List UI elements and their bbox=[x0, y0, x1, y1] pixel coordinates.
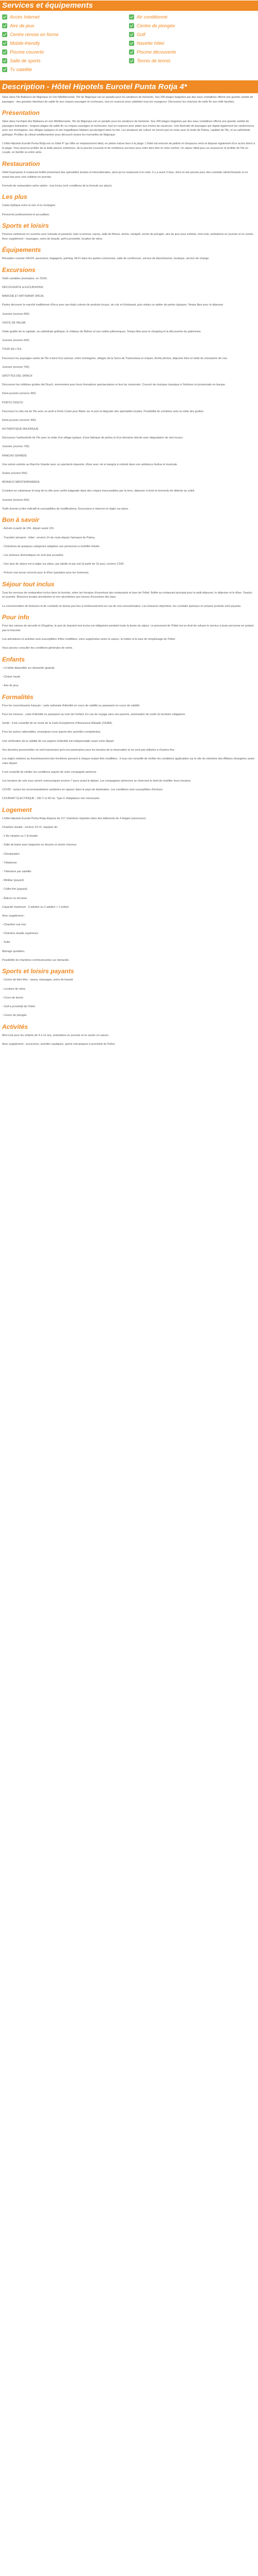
description-paragraph: - Transfert aéroport - hôtel : environ 1h de route depuis l'aéroport de Palma. bbox=[2, 536, 95, 539]
description-paragraph: Tarifs variables (exemples, en 2024) : bbox=[2, 277, 49, 280]
service-item bbox=[129, 13, 256, 21]
description-paragraph: Chambre double : environ 23 m², équipée de : bbox=[2, 826, 59, 829]
description-paragraph: - Chambre vue mer bbox=[2, 923, 26, 927]
description-paragraph: - Chaise haute. bbox=[2, 675, 21, 679]
description-paragraph: PORTO CRISTO bbox=[2, 401, 23, 404]
description-paragraph: Journée (environ 60€) bbox=[2, 339, 29, 343]
check-icon bbox=[129, 23, 134, 28]
section-title: Présentation bbox=[2, 109, 40, 117]
description-paragraph: Visite guidée de la capitale, sa cathédrale gothique, le château de Bellver et ses ruelles pittoresques. Temps libre pour le shopping et la découverte du patrimoine. bbox=[2, 330, 202, 333]
description-paragraph: Capacité maximum : 3 adultes ou 2 adultes + 1 enfant bbox=[2, 905, 69, 909]
description-paragraph: Cadre idyllique entre la mer et la montagne. bbox=[2, 204, 56, 208]
service-label: Mobile-friendly bbox=[10, 40, 40, 46]
description-paragraph: Réception ouverte 24h/24, ascenseur, bagagerie, parking, Wi-Fi dans les parties communes, salle de conférence, service de blanchisserie, boutique, service de change. bbox=[2, 257, 209, 261]
description-paragraph: VISITE DE PALMA bbox=[2, 321, 26, 325]
description-paragraph: - Suite bbox=[2, 941, 10, 944]
description-paragraph: Pour les mineurs : carte d'identité ou passeport au nom de l'enfant. En cas de voyage sans ses parents, autorisation de sortie du territoire obligatoire. bbox=[2, 713, 186, 716]
description-paragraph: Soirée (environ 55€) bbox=[2, 472, 27, 475]
service-label: Centre remise en forme bbox=[10, 31, 59, 37]
description-paragraph: Mini-club pour les enfants de 4 à 12 ans, animations en journée et en soirée en saison. bbox=[2, 1033, 109, 1037]
description-paragraph: Piscines extérieure et couverte avec transats et parasols, bain à remous, sauna, salle de fitness, tennis, minigolf, centre de plongée, aire de jeux pour enfants, mini-club, animations en journée et en soirée. Avec supplément : massages, soins de beauté, golf à proximité, location de vélos. bbox=[2, 233, 254, 241]
service-item bbox=[2, 13, 129, 21]
description-paragraph: - Centre de bien-être : sauna, massages, soins de beauté bbox=[2, 978, 73, 982]
section-title: Les plus bbox=[2, 193, 27, 201]
section-title: Excursions bbox=[2, 266, 36, 274]
description-paragraph: - Les animaux domestiques ne sont pas acceptés. bbox=[2, 553, 64, 557]
description-paragraph: Santé : il est conseillé de se munir de la Carte Européenne d'Assurance Maladie (CEAM). bbox=[2, 722, 113, 725]
description-paragraph: Partez découvrir le marché traditionnel d'Inca avec ses étals colorés de produits locaux, de cuir et d'artisanat, puis visitez un atelier de perles typiques. Temps libre pour le déjeuner. bbox=[2, 303, 224, 307]
section-title: Logement bbox=[2, 806, 32, 814]
description-paragraph: - Arrivée à partir de 15h, départ avant 12h. bbox=[2, 527, 55, 531]
section-title: Équipements bbox=[2, 246, 41, 254]
description-paragraph: TOUR DE L'ÎLE bbox=[2, 348, 22, 351]
description-paragraph: - Prévoir une tenue correcte pour le dîner (pantalon pour les hommes). bbox=[2, 571, 89, 575]
description-paragraph: Découvrez les célèbres grottes del Drach, renommées pour leurs formations spectaculaires et leur lac souterrain. Concert de musique classique à l'intérieur et promenade en barque. bbox=[2, 383, 226, 387]
section-title: Restauration bbox=[2, 160, 40, 167]
section-title: Séjour tout inclus bbox=[2, 580, 55, 588]
description-paragraph: - Centre de plongée bbox=[2, 1014, 27, 1018]
check-icon bbox=[2, 14, 7, 20]
description-paragraph: Avec supplément : bbox=[2, 914, 25, 918]
description-paragraph: RANCHO GRANDE bbox=[2, 454, 27, 457]
service-item bbox=[129, 39, 256, 47]
description-paragraph: Situé dans l'île Baléares de Majorque en mer Méditerranée, l'île de Majorque est un paradis pour les amateurs de farniente. Ses 300 plages baignées par des eaux cristallines offrent une grande variété de paysages : des grandes étendues de sable fin aux criques sauvages et rocheuses, tout en nuances pour satisfaire tous les voyageurs. Découvrez les charmes de cette île aux mille facettes. bbox=[2, 96, 253, 104]
description-title: Description - Hôtel Hipotels Eurotel Punta Rotja 4* bbox=[0, 80, 258, 93]
description-paragraph: MARCHÉ ET ARTISANAT (INCA) bbox=[2, 295, 44, 298]
check-icon bbox=[2, 49, 7, 55]
description-paragraph: - Location de vélos bbox=[2, 987, 26, 991]
check-icon bbox=[2, 32, 7, 37]
services-list bbox=[0, 11, 258, 75]
description-paragraph: - Minibar (payant) bbox=[2, 879, 24, 883]
description-paragraph: Journée (environ 65€) bbox=[2, 498, 29, 502]
service-item bbox=[2, 65, 129, 73]
check-icon bbox=[129, 49, 134, 55]
section-title: Sports et loisirs payants bbox=[2, 968, 74, 975]
description-content bbox=[0, 93, 258, 1047]
description-paragraph: Hôtel Eupropose 4 restaurant buffet présentant des spécialités locales et internationales, ainsi qu'un restaurant à la carte. Il y a aussi 3 bars, dont un bar-piscine pour des cocktails rafraîchissants et un snack-bar pour une collation en journée. bbox=[2, 171, 248, 179]
service-label: Piscine couverte bbox=[10, 49, 44, 55]
description-paragraph: - Une taxe de séjour est à régler sur place, par adulte et par nuit (à partir de 16 ans), environ 2,50€. bbox=[2, 563, 125, 566]
description-paragraph: Ménage quotidien. bbox=[2, 950, 25, 953]
description-paragraph: - Lit bébé disponible sur demande (gratuit). bbox=[2, 666, 55, 670]
description-paragraph: Parcourez les paysages variés de l'île à bord d'un autocar, entre montagnes, villages de la Serra de Tramuntana et criques. Arrêts photos, déjeuner libre et visite du monastère de Lluc. bbox=[2, 357, 228, 360]
service-label: Salle de sports bbox=[10, 58, 41, 63]
description-paragraph: Découvrez l'authenticité de l'île avec la visite d'un village typique, d'une fabrique de perles et d'un domaine viticole avec dégustation de vins locaux. bbox=[2, 436, 184, 440]
description-paragraph: Possibilité de chambres communicantes sur demande. bbox=[2, 958, 70, 962]
description-paragraph: L'hôtel Hipotels Eurotel Punta Rotja dispose de 217 chambres réparties dans des bâtiments de 4 étages (ascenseur). bbox=[2, 817, 147, 820]
description-paragraph: Il est conseillé de vérifier les conditions auprès de votre compagnie aérienne. bbox=[2, 770, 97, 774]
section-title: Formalités bbox=[2, 693, 34, 701]
section-title: Pour info bbox=[2, 614, 29, 621]
service-item bbox=[129, 22, 256, 29]
check-icon bbox=[129, 32, 134, 37]
description-paragraph: Vos données personnelles ne sont transmises qu'à nos partenaires pour les besoins de la réservation et ne sont pas utilisées à d'autres fins. bbox=[2, 748, 175, 752]
section-title: Activités bbox=[2, 1023, 28, 1030]
description-paragraph: Vous pouvez consulter les conditions générales de vente. bbox=[2, 647, 73, 650]
description-paragraph: Journée (environ 80€) bbox=[2, 312, 29, 316]
description-paragraph: - Cours de tennis bbox=[2, 996, 24, 999]
description-paragraph: - Téléphone bbox=[2, 861, 17, 865]
description-paragraph: AUTHENTIQUE MAJORQUE bbox=[2, 428, 39, 431]
description-paragraph: Les règles relatives au franchissement des frontières peuvent à chaque instant être modifiées ; il vous est conseillé de vérifier les conditions applicables sur le site du ministère des Affaires étrangères avant votre départ. bbox=[2, 757, 254, 765]
service-item bbox=[129, 57, 256, 64]
description-paragraph: - Salle de bains avec baignoire ou douche et sèche-cheveux bbox=[2, 843, 77, 847]
description-paragraph: Demi-journée (environ 45€) bbox=[2, 392, 36, 396]
description-paragraph: - Coffre-fort (payant) bbox=[2, 888, 27, 891]
service-label: Accès Internet bbox=[10, 14, 40, 20]
description-paragraph: COVID : suivez les recommandations sanitaires en vigueur dans le pays de destination. Les conditions sont susceptibles d'évoluer. bbox=[2, 788, 164, 792]
description-paragraph: Pour les autres nationalités, renseignez-vous auprès des autorités compétentes. bbox=[2, 731, 101, 734]
service-label: Centre de plongée bbox=[137, 23, 175, 28]
service-item bbox=[2, 39, 129, 47]
check-icon bbox=[2, 41, 7, 46]
check-icon bbox=[2, 67, 7, 72]
description-paragraph: Formule de restauration selon option : tout inclus (voir conditions de la formule sur place). bbox=[2, 184, 112, 188]
section-title: Enfants bbox=[2, 655, 25, 663]
description-paragraph: Journée (environ 70€) bbox=[2, 445, 29, 449]
service-item bbox=[129, 30, 256, 38]
service-label: Tv satellite bbox=[10, 66, 33, 72]
description-paragraph: Avec supplément : excursions, activités nautiques, sports mécaniques à proximité de l'hôtel. bbox=[2, 1042, 116, 1046]
section-title: Bon à savoir bbox=[2, 516, 40, 524]
description-paragraph: Une vérification de la validité de vos papiers d'identité est indispensable avant votre départ. bbox=[2, 739, 115, 743]
section-title: Sports et loisirs bbox=[2, 222, 49, 230]
service-label: Navette hôtel bbox=[137, 40, 165, 46]
description-paragraph: Pour les ressortissants français : carte nationale d'identité en cours de validité ou passeport en cours de validité. bbox=[2, 704, 140, 707]
description-paragraph: Une soirée animée au Rancho Grande avec un spectacle équestre, dîner avec vin et sangria à volonté dans une ambiance festive et musicale. bbox=[2, 463, 178, 466]
service-label: Aire de jeux bbox=[10, 23, 35, 28]
check-icon bbox=[129, 14, 134, 20]
description-paragraph: - Chambres de quelques catégories adaptées aux personnes à mobilité réduite. bbox=[2, 545, 100, 548]
description-paragraph: Demi-journée (environ 40€) bbox=[2, 418, 36, 422]
description-paragraph: GROTTES DEL DRACH bbox=[2, 374, 33, 378]
description-paragraph: COURANT ÉLECTRIQUE : 230 V et 50 Hz. Type F. Adaptateur non nécessaire. bbox=[2, 797, 101, 801]
description-paragraph: Croisière en catamaran le long de la côte avec arrêts baignade dans des criques inaccessibles par la terre, déjeuner à bord et moments de détente au soleil. bbox=[2, 489, 195, 493]
service-item bbox=[2, 57, 129, 64]
description-paragraph: - 2 lits simples ou 1 lit double bbox=[2, 835, 38, 838]
check-icon bbox=[129, 41, 134, 46]
service-item bbox=[2, 22, 129, 29]
description-paragraph: Personnel professionnel et accueillant. bbox=[2, 213, 50, 216]
description-paragraph: - Climatisation bbox=[2, 852, 20, 856]
check-icon bbox=[2, 23, 7, 28]
description-paragraph: Tarifs donnés à titre indicatif et susceptibles de modifications. Excursions à réserver et régler sur place. bbox=[2, 507, 129, 511]
description-paragraph: Les animations et activités sont susceptibles d'être modifiées, voire supprimées selon la saison, la météo et le taux de remplissage de l'hôtel. bbox=[2, 638, 176, 641]
description-paragraph: - Balcon ou terrasse bbox=[2, 896, 27, 900]
description-paragraph: DÉCOUVERTE & EXCURSIONS bbox=[2, 286, 43, 290]
description-paragraph: MONACO MÉDITERRANÉEN bbox=[2, 481, 40, 484]
service-item bbox=[2, 30, 129, 38]
check-icon bbox=[2, 58, 7, 63]
description-paragraph: Parcourez la côte est de l'île avec un arrêt à Porto Cristo pour flâner sur le port et déguster des spécialités locales. Possibilité de combiner avec la visite des grottes. bbox=[2, 410, 204, 413]
service-label: Tennis de tennis bbox=[137, 58, 171, 63]
description-paragraph: - Télévision par satellite bbox=[2, 870, 31, 873]
description-paragraph: Journée (environ 75€) bbox=[2, 365, 29, 369]
description-paragraph: L'hôtel Hipotels Eurotel Punta Rotja est un hôtel 4* qui offre un emplacement idéal, en pleine nature face à la plage. L'hôtel est entouré de jardins et d'espaces verts et dispose également d'un accès direct à la plage. Vous pourrez profiter de la belle piscine extérieure, de la piscine couverte et de nombreux services pour votre bien-être et votre confort. Un séjour idéal pour se ressourcer et profiter de l'île en couple, en famille ou entre amis. bbox=[2, 142, 255, 155]
description-paragraph: Les horaires de vols vous seront communiqués environ 7 jours avant le départ. Les compagnies aériennes se réservent le droit de modifier leurs horaires. bbox=[2, 779, 191, 783]
service-item bbox=[129, 48, 256, 56]
service-label: Air conditionné bbox=[137, 14, 168, 20]
check-icon bbox=[129, 58, 134, 63]
description-paragraph: - Golf à proximité de l'hôtel bbox=[2, 1005, 35, 1008]
description-paragraph: Tous les services de restauration inclus dans la formule, selon les horaires d'ouverture des restaurants et bars de l'hôtel. Buffet au restaurant principal pour le petit-déjeuner, le déjeuner et le dîner. Snacks en journée. Boissons locales alcoolisées et non alcoolisées aux heures d'ouverture des bars. bbox=[2, 591, 252, 599]
service-label: Piscine découverte bbox=[137, 49, 176, 55]
description-paragraph: Pour des raisons de sécurité et d'hygiène, le port du bracelet tout inclus est obligatoire pendant toute la durée du séjour. Le personnel de l'hôtel est en droit de refuser le service à toute personne ne portant pas le bracelet. bbox=[2, 624, 254, 632]
description-paragraph: La consommation de boissons et de cocktails ne donne pas lieu à remboursement en cas de non-consommation. Les boissons importées, les cocktails spéciaux et certains produits sont payants. bbox=[2, 604, 241, 608]
service-label: Golf bbox=[137, 31, 146, 37]
description-paragraph: Situé dans l'archipel des Baléares en mer Méditerranée, l'île de Majorque est un paradis pour les amateurs de farniente. Ses 300 plages baignées par des eaux cristallines offrent une grande variété de paysages balnéaires : longues plages de sable fin ou criques sauvages et rocheuses, tout en nuances pour plaire aux envies de vacances. Une diversité de paysages qui régale également les randonneurs avec ses montagnes, ses villages typiques et ses magnifiques falaises qui plongent dans la mer. Les amateurs de culture ne seront pas en reste avec la visite de Palma, capitale de l'île, et sa cathédrale gothique. Profitez du climat méditerranéen pour découvrir toutes les merveilles de Majorque. bbox=[2, 120, 254, 137]
description-paragraph: - Aire de jeux. bbox=[2, 684, 19, 688]
description-paragraph: - Chambre double supérieure bbox=[2, 932, 39, 936]
service-item bbox=[2, 48, 129, 56]
services-title: Services et équipements bbox=[0, 1, 258, 11]
